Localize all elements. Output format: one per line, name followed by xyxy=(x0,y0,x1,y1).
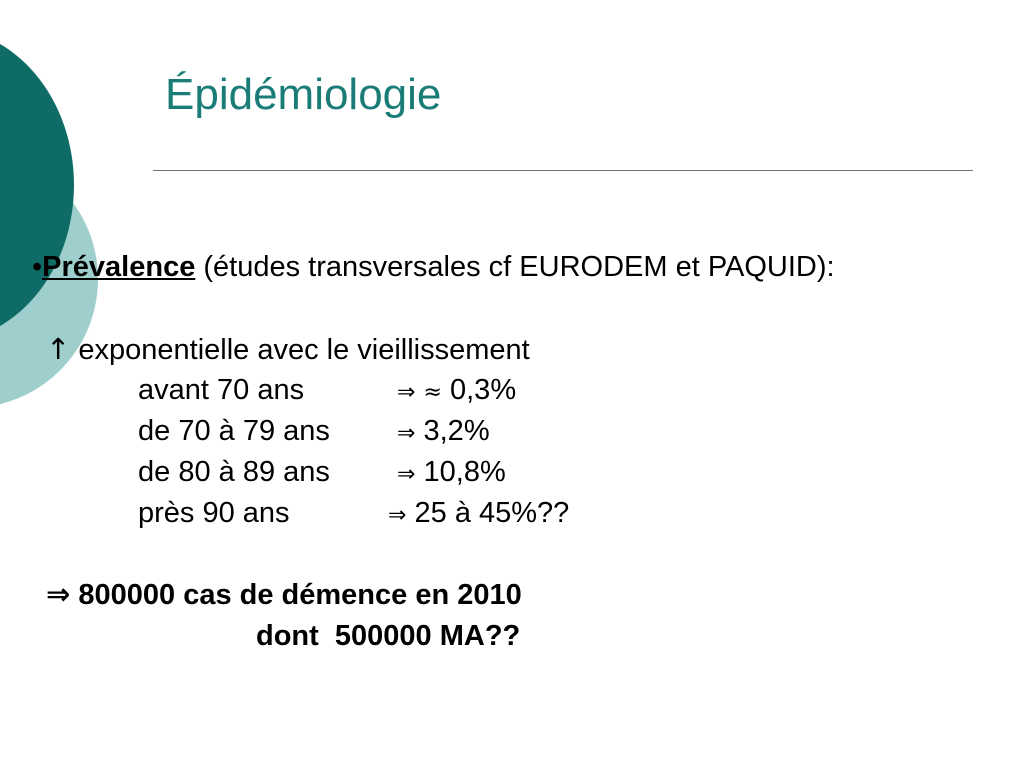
age-value: 25 à 45%?? xyxy=(414,497,570,529)
age-row-result xyxy=(397,373,516,410)
age-row-result xyxy=(397,414,490,451)
prevalence-description: (études transversales cf EURODEM et PAQUID): xyxy=(195,251,835,283)
implies-arrow-icon: ⇒ xyxy=(397,380,416,405)
prevalence-term: Prévalence xyxy=(42,251,196,283)
implies-arrow-icon: ⇒ xyxy=(397,421,416,446)
age-row xyxy=(138,455,330,489)
age-label: avant 70 ans xyxy=(138,374,305,406)
age-row xyxy=(138,496,290,530)
conclusion-line-2: dont 500000 MA?? xyxy=(256,620,521,652)
growth-line xyxy=(46,332,530,367)
approx-icon: ≈ xyxy=(423,380,442,405)
implies-arrow-icon: ⇒ xyxy=(388,503,407,528)
age-value: 3,2% xyxy=(423,415,490,447)
bullet-marker: • xyxy=(32,251,43,283)
age-value: 0,3% xyxy=(450,374,517,406)
age-row xyxy=(138,414,330,448)
growth-text: exponentielle avec le vieillissement xyxy=(70,334,530,366)
age-row-result xyxy=(397,455,506,492)
age-label: de 80 à 89 ans xyxy=(138,456,330,488)
age-label: près 90 ans xyxy=(138,497,290,529)
slide-title: Épidémiologie xyxy=(165,70,442,119)
age-label: de 70 à 79 ans xyxy=(138,415,330,447)
age-value: 10,8% xyxy=(423,456,506,488)
age-row-result xyxy=(388,496,569,533)
age-row xyxy=(138,373,304,407)
conclusion-text: 800000 cas de démence en 2010 xyxy=(78,579,522,611)
implies-arrow-icon: ⇒ xyxy=(46,577,71,611)
prevalence-heading xyxy=(32,250,835,284)
up-arrow-icon: ↑ xyxy=(46,332,71,366)
title-divider xyxy=(153,170,973,171)
conclusion-line-1 xyxy=(46,577,522,612)
implies-arrow-icon: ⇒ xyxy=(397,462,416,487)
